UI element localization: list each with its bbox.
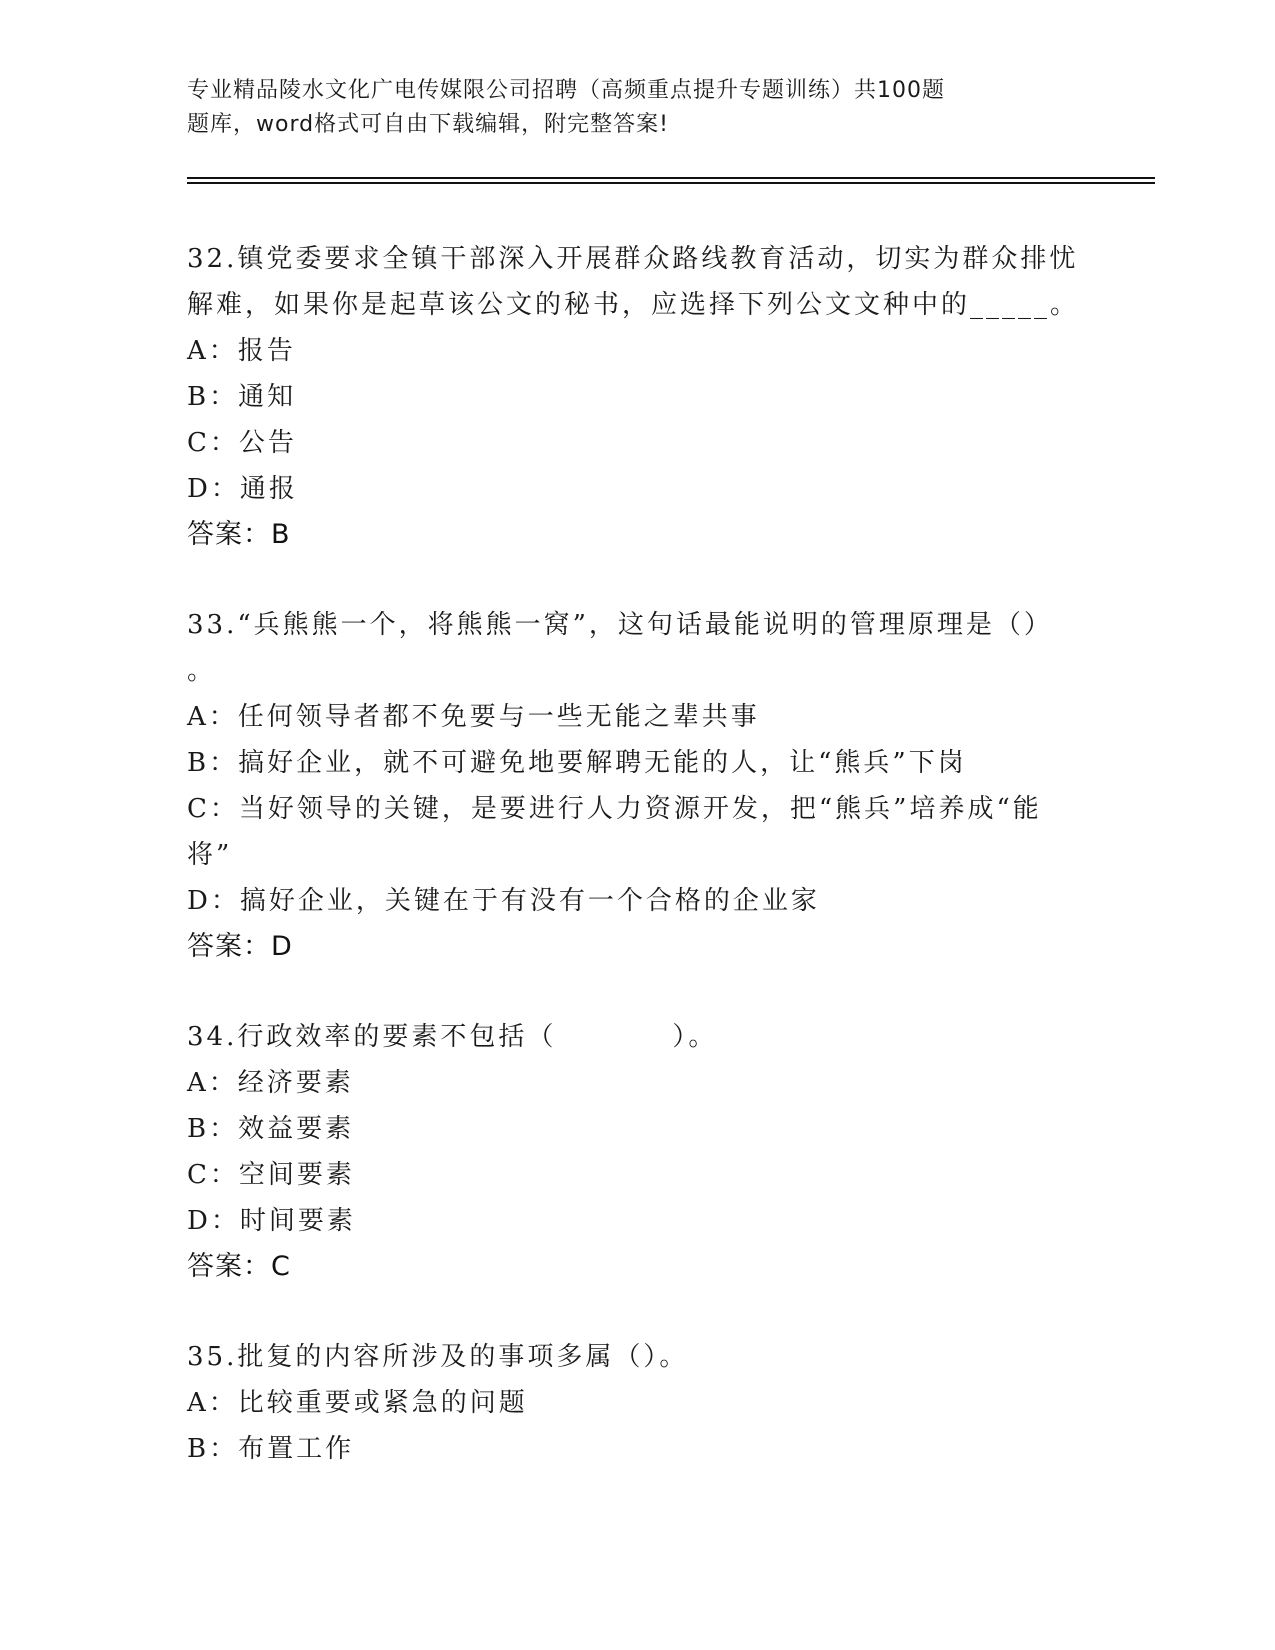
question-34 [187,1014,1087,1290]
question-spacer [187,1290,1087,1334]
option-a: A：比较重要或紧急的问题 [187,1388,528,1418]
question-35 [187,1334,1087,1472]
header-title-line-1: 专业精品陵水文化广电传媒限公司招聘（高频重点提升专题训练）共100题 [187,78,945,103]
question-spacer [187,558,1087,602]
header-title-line-2: 题库，word格式可自由下载编辑，附完整答案! [187,112,669,137]
option-b: B：效益要素 [187,1114,355,1144]
question-text-line: 解难，如果你是起草该公文的秘书，应选择下列公文文种中的_____。 [187,290,1080,320]
option-b: B：搞好企业，就不可避免地要解聘无能的人，让“熊兵”下岗 [187,748,967,778]
question-list [187,236,1087,1472]
option-c: C：空间要素 [187,1160,355,1190]
question-32 [187,236,1087,558]
option-d: D：搞好企业，关键在于有没有一个合格的企业家 [187,886,820,916]
question-text-line: 32.镇党委要求全镇干部深入开展群众路线教育活动，切实为群众排忧 [187,244,1079,274]
option-b: B：通知 [187,382,297,412]
option-a: A：经济要素 [187,1068,354,1098]
question-text-line: 33.“兵熊熊一个，将熊熊一窝”，这句话最能说明的管理原理是（） [187,610,1053,640]
header-divider-bottom [187,182,1155,184]
option-d: D：时间要素 [187,1206,356,1236]
answer-label: 答案：D [187,931,293,962]
option-c: C：公告 [187,428,297,458]
question-text-line: 35.批复的内容所涉及的事项多属（）。 [187,1342,689,1372]
question-spacer [187,970,1087,1014]
option-b: B：布置工作 [187,1434,355,1464]
option-a: A：报告 [187,336,296,366]
header-divider-top [187,177,1155,179]
question-text-line: 。 [187,656,217,686]
option-c: C：当好领导的关键，是要进行人力资源开发，把“熊兵”培养成“能 [187,794,1042,824]
option-a: A：任何领导者都不免要与一些无能之辈共事 [187,702,760,732]
question-33 [187,602,1087,970]
question-text-line: 34.行政效率的要素不包括（ ）。 [187,1022,718,1052]
option-c-continued: 将” [187,840,233,870]
answer-label: 答案：C [187,1251,291,1282]
document-header [187,74,1037,142]
option-d: D：通报 [187,474,298,504]
answer-label: 答案：B [187,519,291,550]
